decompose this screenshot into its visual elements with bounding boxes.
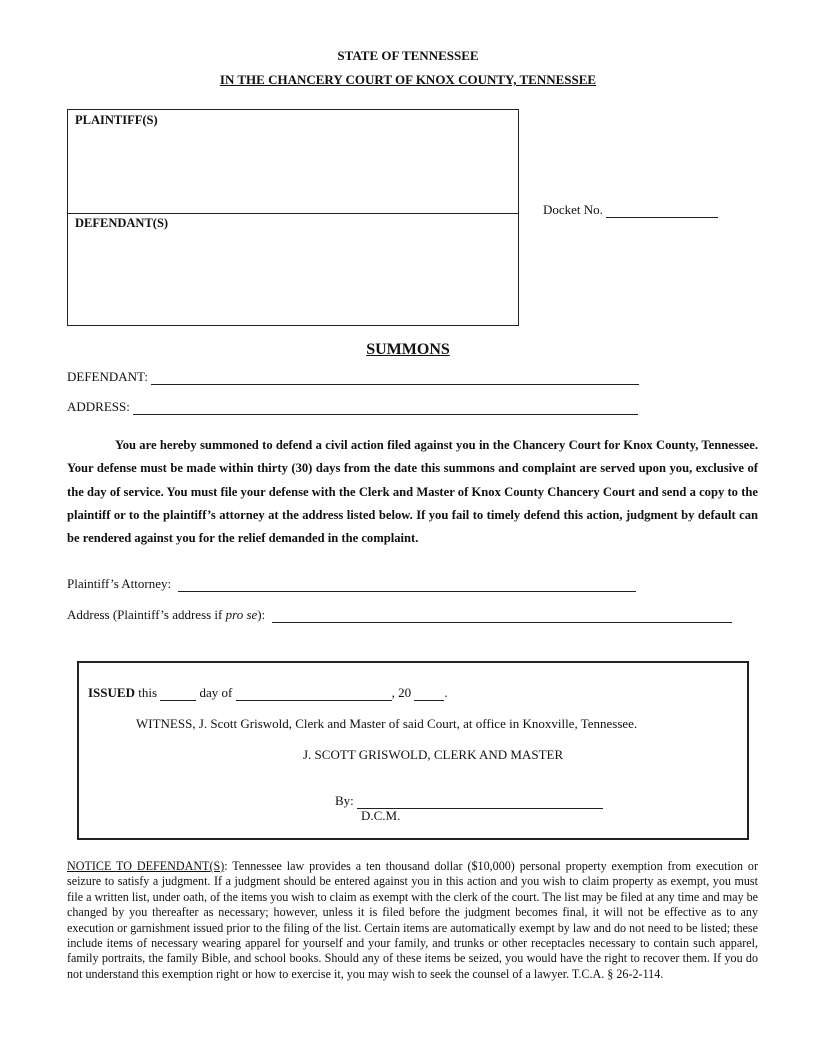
issued-month-blank[interactable] (236, 700, 392, 701)
attorney-blank[interactable] (178, 591, 636, 592)
defendant-field-label: DEFENDANT: (67, 369, 148, 384)
defendant-blank[interactable] (151, 384, 639, 385)
summons-paragraph: You are hereby summoned to defend a civil action filed against you in the Chancery Court for Knox County, Tennessee. Your defense must be made within thirty (30) days from the date this summons and complaint are served upon you, exclusive of the day of service. You must file your defense with the Clerk and Master of Knox County Chancery Court and send a copy to the plaintiff or to the plaintiff’s attorney at the address listed below. If you fail to timely defend this action, judgment by default can be rendered against you for the relief demanded in the complaint. (67, 438, 758, 546)
attorney-field (67, 576, 636, 592)
dcm-label: D.C.M. (361, 808, 401, 823)
issued-year-prefix: , 20 (391, 685, 412, 700)
notice-to-defendants (67, 859, 758, 982)
defendant-field (67, 369, 639, 385)
case-caption-box (67, 109, 519, 326)
caption-divider (68, 213, 518, 214)
docket-label: Docket No. (543, 202, 603, 217)
summons-body (67, 434, 758, 550)
address-blank[interactable] (133, 414, 638, 415)
witness-line: WITNESS, J. Scott Griswold, Clerk and Master of said Court, at office in Knoxville, Tennessee. (136, 716, 638, 731)
address-field (67, 399, 638, 415)
document-title (0, 341, 816, 359)
court-heading (0, 72, 816, 88)
attorney-label: Plaintiff’s Attorney: (67, 576, 172, 591)
docket-number-field (543, 202, 718, 218)
notice-heading: NOTICE TO DEFENDANT(S) (67, 859, 225, 873)
issued-word: ISSUED (88, 685, 135, 700)
issued-line (88, 685, 448, 701)
notice-paragraph (67, 859, 758, 982)
attorney-address-label-prefix: Address (Plaintiff’s address if (67, 607, 223, 622)
docket-blank[interactable] (606, 217, 718, 218)
court-heading-text: IN THE CHANCERY COURT OF KNOX COUNTY, TENNESSEE (219, 72, 597, 87)
defendant-label: DEFENDANT(S) (75, 216, 169, 230)
notice-colon: : (224, 859, 228, 873)
attorney-address-field (67, 607, 732, 623)
plaintiff-label: PLAINTIFF(S) (75, 113, 158, 127)
issued-box (77, 661, 749, 840)
issued-this: this (138, 685, 158, 700)
issued-period: . (444, 685, 448, 700)
by-label: By: (335, 793, 354, 808)
issued-year-blank[interactable] (414, 700, 444, 701)
document-title-text: SUMMONS (366, 341, 450, 358)
issued-day-blank[interactable] (160, 700, 196, 701)
by-line (335, 793, 603, 809)
notice-body: Tennessee law provides a ten thousand dollar ($10,000) personal property exemption from execution or seizure to satisfy a judgment. If a judgment should be entered against you in this action and you wish to claim property as exempt, you must file a written list, under oath, of the items you wish to claim as exempt with the clerk of the court. The list may be filed at any time and may be changed by you thereafter as necessary; however, unless it is filed before the judgment becomes final, it will not be effective as to any execution or garnishment issued prior to the filing of the list. Certain items are automatically exempt by law and do not need to be listed; these include items of necessary wearing apparel for yourself and your family, and trunks or other receptacles necessary to contain such apparel, family portraits, the family Bible, and school books. Should any of these items be seized, you would have the right to recover them. If you do not understand this exemption right or how to exercise it, you may wish to seek the counsel of a lawyer. T.C.A. § 26-2-114. (67, 859, 758, 981)
issued-day-of: day of (199, 685, 233, 700)
clerk-name: J. SCOTT GRISWOLD, CLERK AND MASTER (303, 747, 564, 762)
state-heading: STATE OF TENNESSEE (337, 48, 479, 63)
address-field-label: ADDRESS: (67, 399, 130, 414)
attorney-address-label-italic: pro se (225, 607, 258, 622)
attorney-address-blank[interactable] (272, 622, 732, 623)
attorney-address-label-suffix: ): (257, 607, 266, 622)
